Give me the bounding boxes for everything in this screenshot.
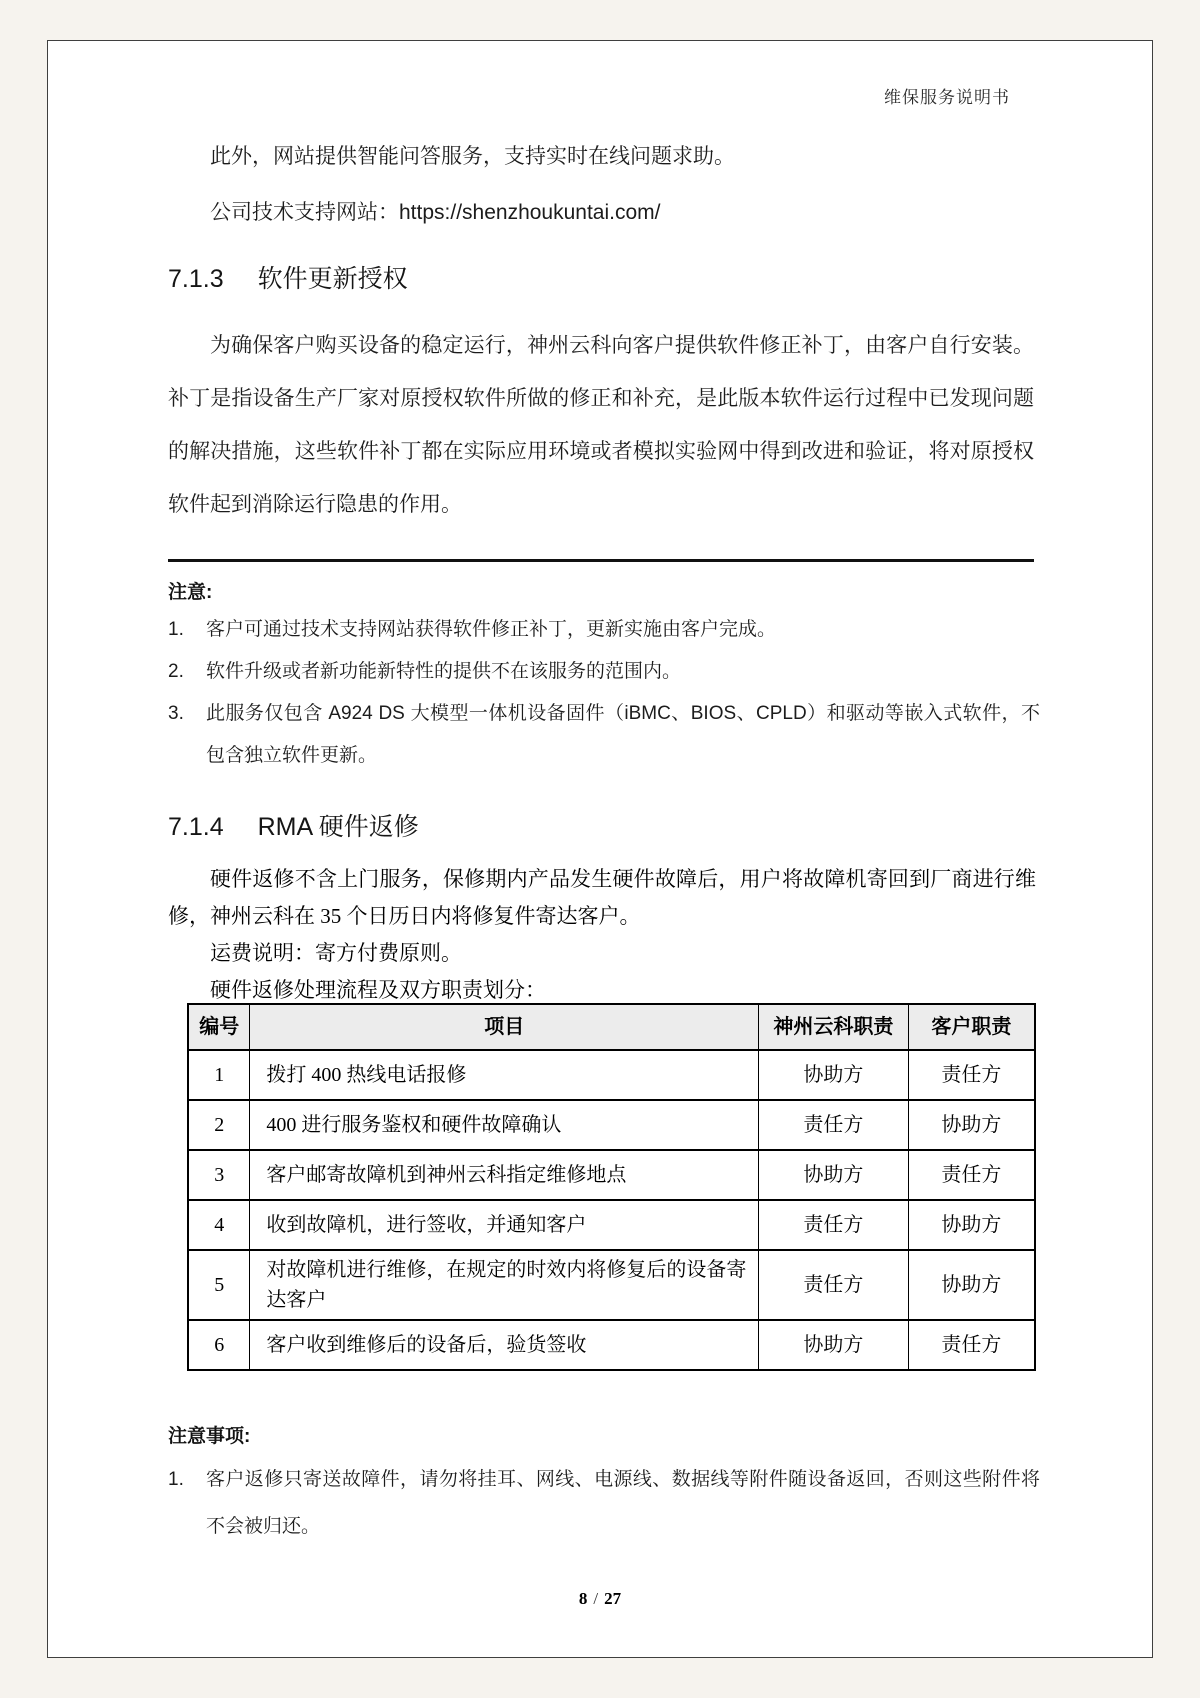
note-label: 注意:: [168, 582, 213, 603]
notes-list-7-1-3: [168, 609, 1040, 777]
footer-page-current: 8: [578, 1589, 588, 1608]
cell-number: 6: [188, 1320, 250, 1370]
note-item: [168, 1456, 1040, 1550]
cell-item: 对故障机进行维修，在规定的时效内将修复后的设备寄达客户: [250, 1250, 759, 1320]
footer-page-total: 27: [604, 1589, 622, 1608]
note-label: 注意事项:: [168, 1426, 251, 1447]
cell-customer-duty: 协助方: [908, 1250, 1035, 1320]
cell-vendor-duty: 协助方: [759, 1150, 909, 1200]
section-7-1-3-title: 软件更新授权: [257, 265, 408, 293]
document-page: [47, 40, 1153, 1658]
cell-vendor-duty: 责任方: [759, 1250, 909, 1320]
note-item-number: 3.: [168, 703, 184, 724]
cell-number: 1: [188, 1050, 250, 1100]
note-item: [168, 609, 1040, 651]
table-row: [188, 1100, 1035, 1150]
cell-number: 2: [188, 1100, 250, 1150]
cell-item: 客户邮寄故障机到神州云科指定维修地点: [250, 1150, 759, 1200]
note-item-text: 客户返修只寄送故障件，请勿将挂耳、网线、电源线、数据线等附件随设备返回，否则这些附件将不会被归还。: [206, 1469, 1040, 1537]
table-header-customer-duty: 客户职责: [908, 1004, 1035, 1050]
note-item-number: 1.: [168, 1469, 184, 1490]
note-item: [168, 693, 1040, 777]
section-7-1-3-number: 7.1.3: [168, 265, 224, 293]
table-row: [188, 1050, 1035, 1100]
page-footer: [48, 1589, 1152, 1609]
table-row: [188, 1150, 1035, 1200]
section-7-1-4-heading: [168, 807, 1038, 843]
note-item: [168, 651, 1040, 693]
intro-paragraph-2: 公司技术支持网站：https://shenzhoukuntai.com/: [210, 201, 661, 224]
section-7-1-4-number: 7.1.4: [168, 813, 224, 841]
intro-paragraph-1: 此外，网站提供智能问答服务，支持实时在线问题求助。: [210, 145, 735, 168]
cell-item: 收到故障机，进行签收，并通知客户: [250, 1200, 759, 1250]
cell-customer-duty: 责任方: [908, 1320, 1035, 1370]
rma-process-table: [187, 1003, 1036, 1371]
cell-item: 400 进行服务鉴权和硬件故障确认: [250, 1100, 759, 1150]
section-7-1-3-paragraph: 为确保客户购买设备的稳定运行，神州云科向客户提供软件修正补丁，由客户自行安装。补丁是指设备生产厂家对原授权软件所做的修正和补充，是此版本软件运行过程中已发现问题的解决措施，这些软件补丁都在实际应用环境或者模拟实验网中得到改进和验证，将对原授权软件起到消除运行隐患的作用。: [168, 334, 1034, 516]
cell-number: 4: [188, 1200, 250, 1250]
cell-vendor-duty: 协助方: [759, 1320, 909, 1370]
cell-vendor-duty: 责任方: [759, 1100, 909, 1150]
rma-paragraph-2: 运费说明：寄方付费原则。: [210, 941, 462, 965]
note-item-number: 1.: [168, 619, 184, 640]
cell-number: 3: [188, 1150, 250, 1200]
cell-number: 5: [188, 1250, 250, 1320]
cell-customer-duty: 责任方: [908, 1150, 1035, 1200]
cell-vendor-duty: 责任方: [759, 1200, 909, 1250]
page-header: [884, 83, 1010, 108]
note-item-text: 软件升级或者新功能新特性的提供不在该服务的范围内。: [206, 661, 682, 682]
footer-separator: /: [593, 1589, 599, 1608]
section-7-1-4-paragraphs: [168, 861, 1036, 1009]
note-item-text: 此服务仅包含 A924 DS 大模型一体机设备固件（iBMC、BIOS、CPLD）和驱动等嵌入式软件，不包含独立软件更新。: [206, 703, 1040, 766]
cell-customer-duty: 协助方: [908, 1100, 1035, 1150]
table-header-item: 项目: [250, 1004, 759, 1050]
header-title: 维保服务说明书: [884, 88, 1010, 107]
table-row: [188, 1250, 1035, 1320]
notes-list-7-1-4: [168, 1456, 1040, 1550]
cell-item: 客户收到维修后的设备后，验货签收: [250, 1320, 759, 1370]
note-item-number: 2.: [168, 661, 184, 682]
table-row: [188, 1200, 1035, 1250]
rma-paragraph-3: 硬件返修处理流程及双方职责划分：: [210, 978, 546, 1002]
note-item-text: 客户可通过技术支持网站获得软件修正补丁，更新实施由客户完成。: [206, 619, 777, 640]
cell-item: 拨打 400 热线电话报修: [250, 1050, 759, 1100]
cell-customer-duty: 责任方: [908, 1050, 1035, 1100]
section-7-1-3-heading: [168, 259, 1038, 295]
table-header-row: [188, 1004, 1035, 1050]
rma-paragraph-1: 硬件返修不含上门服务，保修期内产品发生硬件故障后，用户将故障机寄回到厂商进行维修，神州云科在 35 个日历日内将修复件寄达客户。: [168, 867, 1036, 928]
cell-customer-duty: 协助方: [908, 1200, 1035, 1250]
notes-divider-rule: [168, 559, 1034, 562]
cell-vendor-duty: 协助方: [759, 1050, 909, 1100]
section-7-1-4-title: RMA 硬件返修: [257, 813, 419, 841]
table-header-vendor-duty: 神州云科职责: [759, 1004, 909, 1050]
table-row: [188, 1320, 1035, 1370]
table-header-number: 编号: [188, 1004, 250, 1050]
